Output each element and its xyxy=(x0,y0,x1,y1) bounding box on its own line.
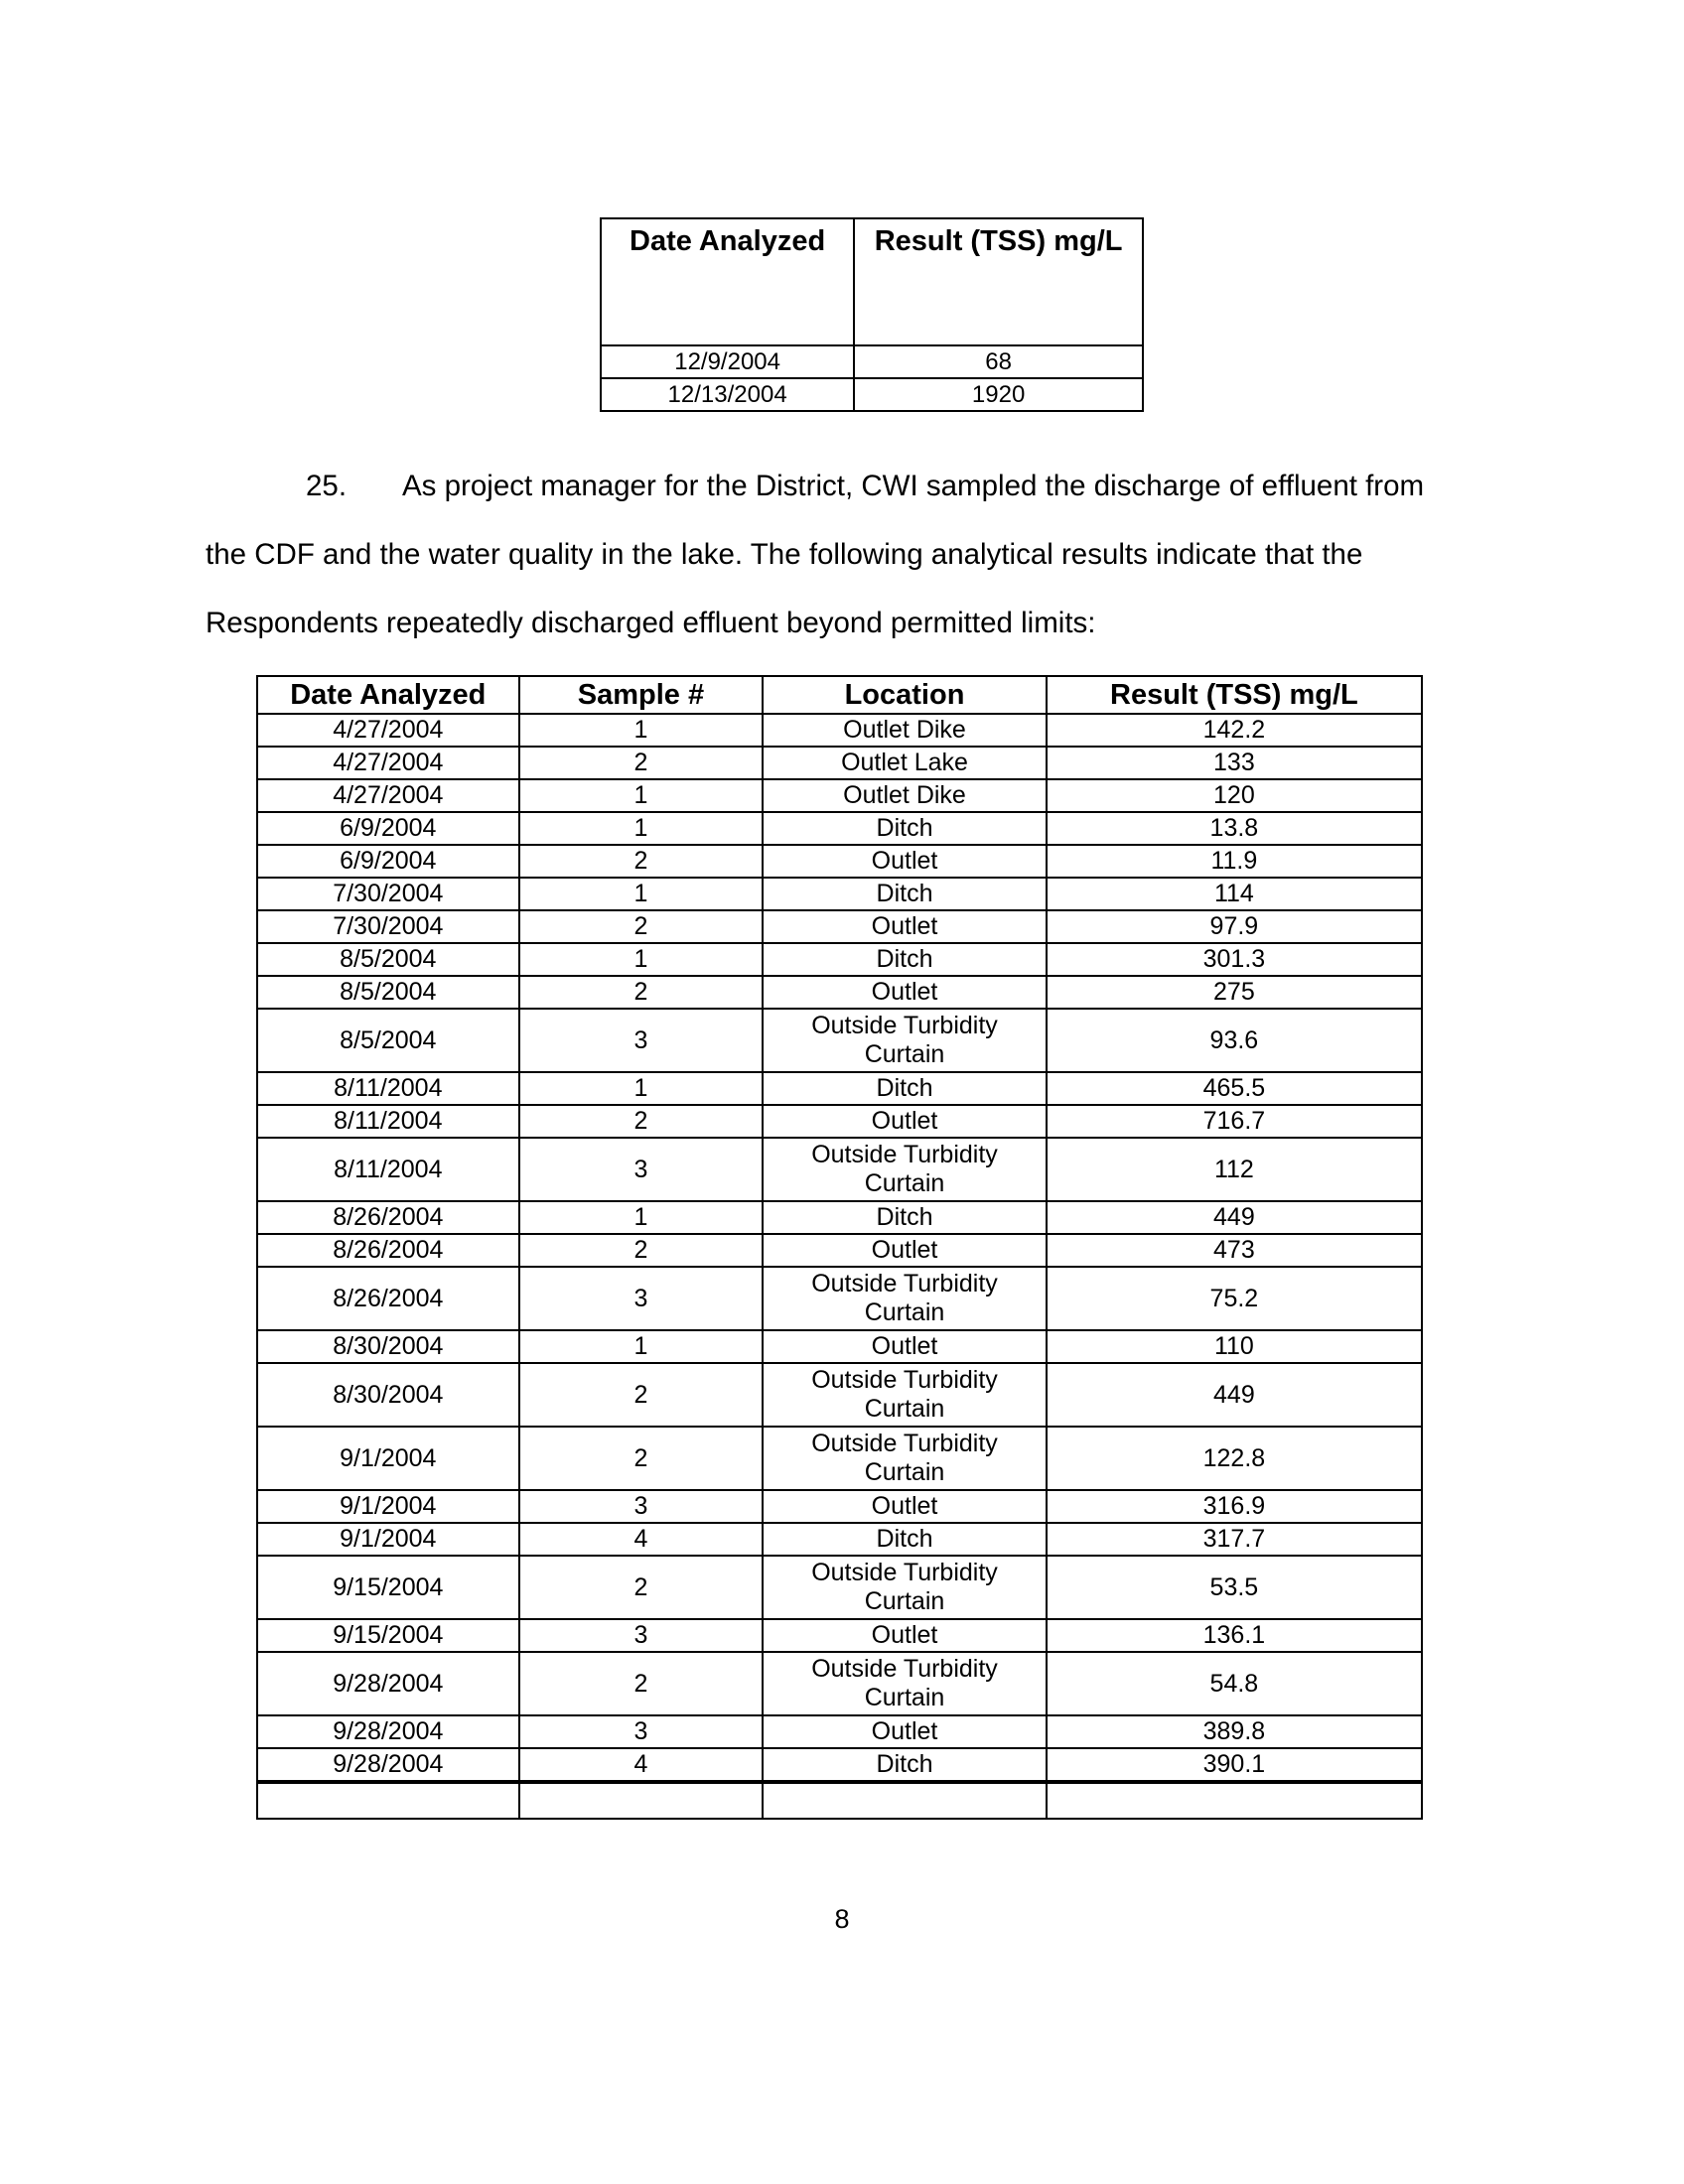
table-row xyxy=(257,1748,1422,1782)
table-row xyxy=(257,910,1422,943)
cell-sample-number: 2 xyxy=(519,1105,764,1138)
cell-sample-number: 2 xyxy=(519,747,764,779)
table-row xyxy=(601,378,1143,411)
location-text: Outside Turbidity Curtain xyxy=(811,1366,998,1423)
cell-result: 75.2 xyxy=(1047,1267,1422,1330)
table-row xyxy=(257,1619,1422,1652)
cell-sample-number: 2 xyxy=(519,1652,764,1715)
empty-cell xyxy=(519,1782,764,1819)
location-text: Outside Turbidity Curtain xyxy=(811,1012,998,1068)
cell-location: Ditch xyxy=(763,943,1047,976)
cell-location xyxy=(763,1267,1047,1330)
header-date-analyzed: Date Analyzed xyxy=(257,676,519,714)
tss-results-table-small xyxy=(600,217,1144,412)
cell-sample-number: 2 xyxy=(519,1234,764,1267)
cell-location: Ditch xyxy=(763,812,1047,845)
cell-result: 133 xyxy=(1047,747,1422,779)
page-number: 8 xyxy=(834,1904,850,1934)
cell-date: 8/11/2004 xyxy=(257,1105,519,1138)
cell-location: Outlet xyxy=(763,976,1047,1009)
cell-location: Outlet xyxy=(763,910,1047,943)
cell-result: 110 xyxy=(1047,1330,1422,1363)
cell-result: 114 xyxy=(1047,878,1422,910)
cell-sample-number: 3 xyxy=(519,1138,764,1201)
table-row xyxy=(257,747,1422,779)
table-row xyxy=(257,1363,1422,1427)
cell-result: 716.7 xyxy=(1047,1105,1422,1138)
table-header-row xyxy=(257,676,1422,714)
cell-date: 9/1/2004 xyxy=(257,1523,519,1556)
cell-date: 8/30/2004 xyxy=(257,1363,519,1427)
cell-location: Ditch xyxy=(763,878,1047,910)
cell-sample-number: 3 xyxy=(519,1715,764,1748)
cell-result: 389.8 xyxy=(1047,1715,1422,1748)
table-row xyxy=(257,1105,1422,1138)
cell-date: 8/11/2004 xyxy=(257,1072,519,1105)
header-location: Location xyxy=(763,676,1047,714)
cell-location: Ditch xyxy=(763,1748,1047,1782)
cell-location xyxy=(763,1652,1047,1715)
cell-location xyxy=(763,1363,1047,1427)
cell-date: 12/9/2004 xyxy=(601,345,854,378)
cell-result: 301.3 xyxy=(1047,943,1422,976)
cell-location: Ditch xyxy=(763,1072,1047,1105)
cell-date: 9/28/2004 xyxy=(257,1715,519,1748)
cell-result: 136.1 xyxy=(1047,1619,1422,1652)
table-row xyxy=(257,1427,1422,1490)
paragraph-line-3: Respondents repeatedly discharged effluent beyond permitted limits: xyxy=(206,607,1096,639)
cell-result: 97.9 xyxy=(1047,910,1422,943)
cell-date: 8/5/2004 xyxy=(257,1009,519,1072)
cell-date: 8/26/2004 xyxy=(257,1201,519,1234)
cell-location: Outlet xyxy=(763,845,1047,878)
cell-result: 317.7 xyxy=(1047,1523,1422,1556)
cell-date: 8/5/2004 xyxy=(257,976,519,1009)
cell-date: 8/30/2004 xyxy=(257,1330,519,1363)
table-row xyxy=(257,1201,1422,1234)
cell-date: 9/15/2004 xyxy=(257,1619,519,1652)
paragraph-number: 25. xyxy=(306,470,348,502)
location-text: Outside Turbidity Curtain xyxy=(811,1559,998,1615)
cell-date: 6/9/2004 xyxy=(257,812,519,845)
table-row xyxy=(601,345,1143,378)
cell-sample-number: 1 xyxy=(519,1072,764,1105)
header-sample-number: Sample # xyxy=(519,676,764,714)
cell-sample-number: 3 xyxy=(519,1490,764,1523)
cell-result: 120 xyxy=(1047,779,1422,812)
cell-date: 6/9/2004 xyxy=(257,845,519,878)
cell-location: Ditch xyxy=(763,1523,1047,1556)
cell-location xyxy=(763,1427,1047,1490)
cell-sample-number: 2 xyxy=(519,1427,764,1490)
table-row xyxy=(257,845,1422,878)
cell-result: 465.5 xyxy=(1047,1072,1422,1105)
cell-location: Outlet Dike xyxy=(763,779,1047,812)
table-row xyxy=(257,1009,1422,1072)
cell-location: Outlet xyxy=(763,1234,1047,1267)
cell-date: 7/30/2004 xyxy=(257,878,519,910)
cell-result: 449 xyxy=(1047,1363,1422,1427)
cell-result: 93.6 xyxy=(1047,1009,1422,1072)
cell-date: 9/28/2004 xyxy=(257,1748,519,1782)
cell-result: 53.5 xyxy=(1047,1556,1422,1619)
table-row-empty xyxy=(257,1782,1422,1819)
paragraph-text-1: As project manager for the District, CWI sampled the discharge of effluent from xyxy=(402,470,1425,502)
paragraph-line-2: the CDF and the water quality in the lake. The following analytical results indicate that the xyxy=(206,538,1363,571)
table-row xyxy=(257,812,1422,845)
cell-sample-number: 1 xyxy=(519,714,764,747)
header-result-tss: Result (TSS) mg/L xyxy=(1047,676,1422,714)
cell-sample-number: 2 xyxy=(519,1363,764,1427)
table-body xyxy=(257,714,1422,1819)
cell-sample-number: 2 xyxy=(519,1556,764,1619)
cell-date: 8/26/2004 xyxy=(257,1267,519,1330)
cell-result: 112 xyxy=(1047,1138,1422,1201)
cell-result: 142.2 xyxy=(1047,714,1422,747)
cell-result: 68 xyxy=(854,345,1143,378)
cell-date: 4/27/2004 xyxy=(257,714,519,747)
cell-sample-number: 2 xyxy=(519,910,764,943)
cell-sample-number: 3 xyxy=(519,1619,764,1652)
empty-cell xyxy=(257,1782,519,1819)
cell-location: Outlet xyxy=(763,1490,1047,1523)
location-text: Outside Turbidity Curtain xyxy=(811,1270,998,1326)
table-row xyxy=(257,878,1422,910)
table-row xyxy=(257,1234,1422,1267)
table-row xyxy=(257,714,1422,747)
cell-location: Outlet xyxy=(763,1619,1047,1652)
cell-date: 7/30/2004 xyxy=(257,910,519,943)
cell-date: 4/27/2004 xyxy=(257,747,519,779)
table-header-row xyxy=(601,218,1143,345)
cell-result: 13.8 xyxy=(1047,812,1422,845)
table-row xyxy=(257,1556,1422,1619)
cell-location: Outlet xyxy=(763,1715,1047,1748)
cell-result: 1920 xyxy=(854,378,1143,411)
cell-result: 275 xyxy=(1047,976,1422,1009)
header-result-tss: Result (TSS) mg/L xyxy=(854,218,1143,345)
cell-sample-number: 1 xyxy=(519,779,764,812)
table-row xyxy=(257,779,1422,812)
location-text: Outside Turbidity Curtain xyxy=(811,1430,998,1486)
cell-date: 8/26/2004 xyxy=(257,1234,519,1267)
cell-sample-number: 3 xyxy=(519,1267,764,1330)
table-row xyxy=(257,1138,1422,1201)
location-text: Outside Turbidity Curtain xyxy=(811,1655,998,1711)
cell-date: 12/13/2004 xyxy=(601,378,854,411)
cell-sample-number: 1 xyxy=(519,812,764,845)
table-row xyxy=(257,1330,1422,1363)
cell-date: 8/11/2004 xyxy=(257,1138,519,1201)
paragraph-line-1 xyxy=(206,452,1496,520)
empty-cell xyxy=(1047,1782,1422,1819)
tss-results-table-main xyxy=(256,675,1423,1820)
cell-result: 316.9 xyxy=(1047,1490,1422,1523)
cell-sample-number: 1 xyxy=(519,878,764,910)
cell-location: Outlet xyxy=(763,1330,1047,1363)
table-row xyxy=(257,976,1422,1009)
header-date-analyzed: Date Analyzed xyxy=(601,218,854,345)
cell-date: 9/1/2004 xyxy=(257,1427,519,1490)
table-row xyxy=(257,1715,1422,1748)
table-row xyxy=(257,1490,1422,1523)
table-row xyxy=(257,1523,1422,1556)
cell-date: 9/28/2004 xyxy=(257,1652,519,1715)
cell-location xyxy=(763,1138,1047,1201)
cell-result: 122.8 xyxy=(1047,1427,1422,1490)
paragraph-25 xyxy=(206,452,1496,657)
cell-location xyxy=(763,1009,1047,1072)
cell-location: Ditch xyxy=(763,1201,1047,1234)
cell-result: 473 xyxy=(1047,1234,1422,1267)
table-row xyxy=(257,1652,1422,1715)
cell-sample-number: 1 xyxy=(519,1330,764,1363)
cell-result: 11.9 xyxy=(1047,845,1422,878)
cell-result: 54.8 xyxy=(1047,1652,1422,1715)
cell-sample-number: 2 xyxy=(519,845,764,878)
cell-location: Outlet Dike xyxy=(763,714,1047,747)
cell-sample-number: 1 xyxy=(519,1201,764,1234)
cell-sample-number: 4 xyxy=(519,1523,764,1556)
cell-date: 9/15/2004 xyxy=(257,1556,519,1619)
cell-location: Outlet xyxy=(763,1105,1047,1138)
cell-result: 449 xyxy=(1047,1201,1422,1234)
cell-sample-number: 2 xyxy=(519,976,764,1009)
cell-sample-number: 4 xyxy=(519,1748,764,1782)
table-row xyxy=(257,943,1422,976)
empty-cell xyxy=(763,1782,1047,1819)
cell-sample-number: 3 xyxy=(519,1009,764,1072)
cell-location: Outlet Lake xyxy=(763,747,1047,779)
cell-sample-number: 1 xyxy=(519,943,764,976)
cell-date: 4/27/2004 xyxy=(257,779,519,812)
table-row xyxy=(257,1072,1422,1105)
cell-date: 9/1/2004 xyxy=(257,1490,519,1523)
table-row xyxy=(257,1267,1422,1330)
location-text: Outside Turbidity Curtain xyxy=(811,1141,998,1197)
cell-date: 8/5/2004 xyxy=(257,943,519,976)
cell-location xyxy=(763,1556,1047,1619)
cell-result: 390.1 xyxy=(1047,1748,1422,1782)
